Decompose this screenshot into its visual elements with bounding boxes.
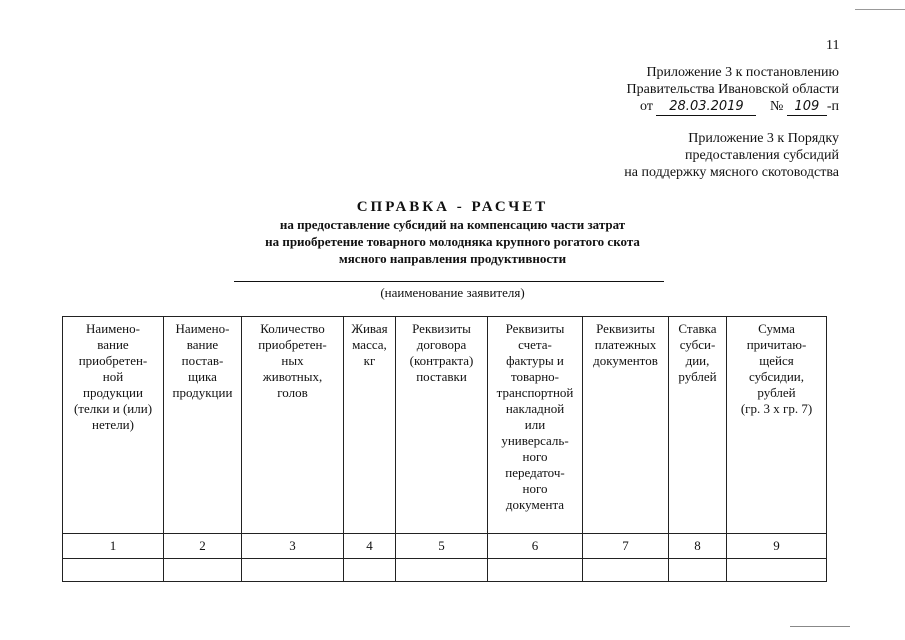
appendix-order-block: [624, 130, 839, 181]
header-cell: Количество приобретен- ных животных, голов: [242, 317, 344, 534]
empty-cell: [344, 559, 396, 582]
column-number-cell: 2: [164, 534, 242, 559]
column-number-cell: 5: [396, 534, 488, 559]
column-number-row: [63, 534, 827, 559]
column-number-cell: 8: [669, 534, 727, 559]
number-label: №: [769, 99, 784, 114]
header-cell: Ставка субси- дии, рублей: [669, 317, 727, 534]
appendix-order-line2: предоставления субсидий: [684, 148, 839, 163]
empty-cell: [727, 559, 827, 582]
empty-cell: [63, 559, 164, 582]
document-title: СПРАВКА - РАСЧЕТ: [356, 199, 549, 215]
column-number-cell: 7: [583, 534, 669, 559]
empty-data-row: [63, 559, 827, 582]
page-number: 11: [826, 38, 840, 53]
empty-cell: [164, 559, 242, 582]
table-header-row: [63, 317, 827, 534]
number-suffix: -п: [826, 99, 839, 114]
subtitle-line3: мясного направления продуктивности: [338, 251, 567, 266]
empty-cell: [396, 559, 488, 582]
header-cell: Наимено- вание постав- щика продукции: [164, 317, 242, 534]
handwritten-date: 28.03.2019: [656, 98, 756, 116]
column-number-cell: 6: [488, 534, 583, 559]
appendix-resolution-block: [627, 64, 839, 116]
header-cell: Наимено- вание приобретен- ной продукции (телки и (или) нетели): [63, 317, 164, 534]
subtitle-line2: на приобретение товарного молодняка крупного рогатого скота: [265, 234, 640, 249]
appendix-resolution-date-line: [627, 98, 839, 116]
appendix-resolution-line1: Приложение 3 к постановлению: [646, 65, 839, 80]
column-number-cell: 9: [727, 534, 827, 559]
column-number-cell: 4: [344, 534, 396, 559]
subtitle-line1: на предоставление субсидий на компенсацию части затрат: [279, 217, 626, 232]
column-number-cell: 3: [242, 534, 344, 559]
column-number-cell: 1: [63, 534, 164, 559]
empty-cell: [242, 559, 344, 582]
empty-cell: [669, 559, 727, 582]
scan-edge-mark: [790, 626, 850, 627]
document-subtitle: [0, 216, 905, 267]
header-cell: Реквизиты договора (контракта) поставки: [396, 317, 488, 534]
handwritten-number: 109: [787, 98, 827, 116]
scan-edge-mark: [855, 0, 905, 10]
calculation-table: [62, 316, 827, 582]
header-cell: Сумма причитаю- щейся субсидии, рублей (гр. 3 х гр. 7): [727, 317, 827, 534]
empty-cell: [488, 559, 583, 582]
header-cell: Реквизиты счета- фактуры и товарно- транспортной накладной или универсаль- ного передаточ- ного документа: [488, 317, 583, 534]
appendix-order-line3: на поддержку мясного скотоводства: [624, 165, 839, 180]
from-label: от: [640, 99, 653, 114]
applicant-caption: (наименование заявителя): [380, 285, 525, 300]
applicant-name-line: [234, 281, 664, 282]
empty-cell: [583, 559, 669, 582]
appendix-order-line1: Приложение 3 к Порядку: [688, 131, 839, 146]
appendix-resolution-line2: Правительства Ивановской области: [626, 82, 839, 97]
header-cell: Живая масса, кг: [344, 317, 396, 534]
header-cell: Реквизиты платежных документов: [583, 317, 669, 534]
